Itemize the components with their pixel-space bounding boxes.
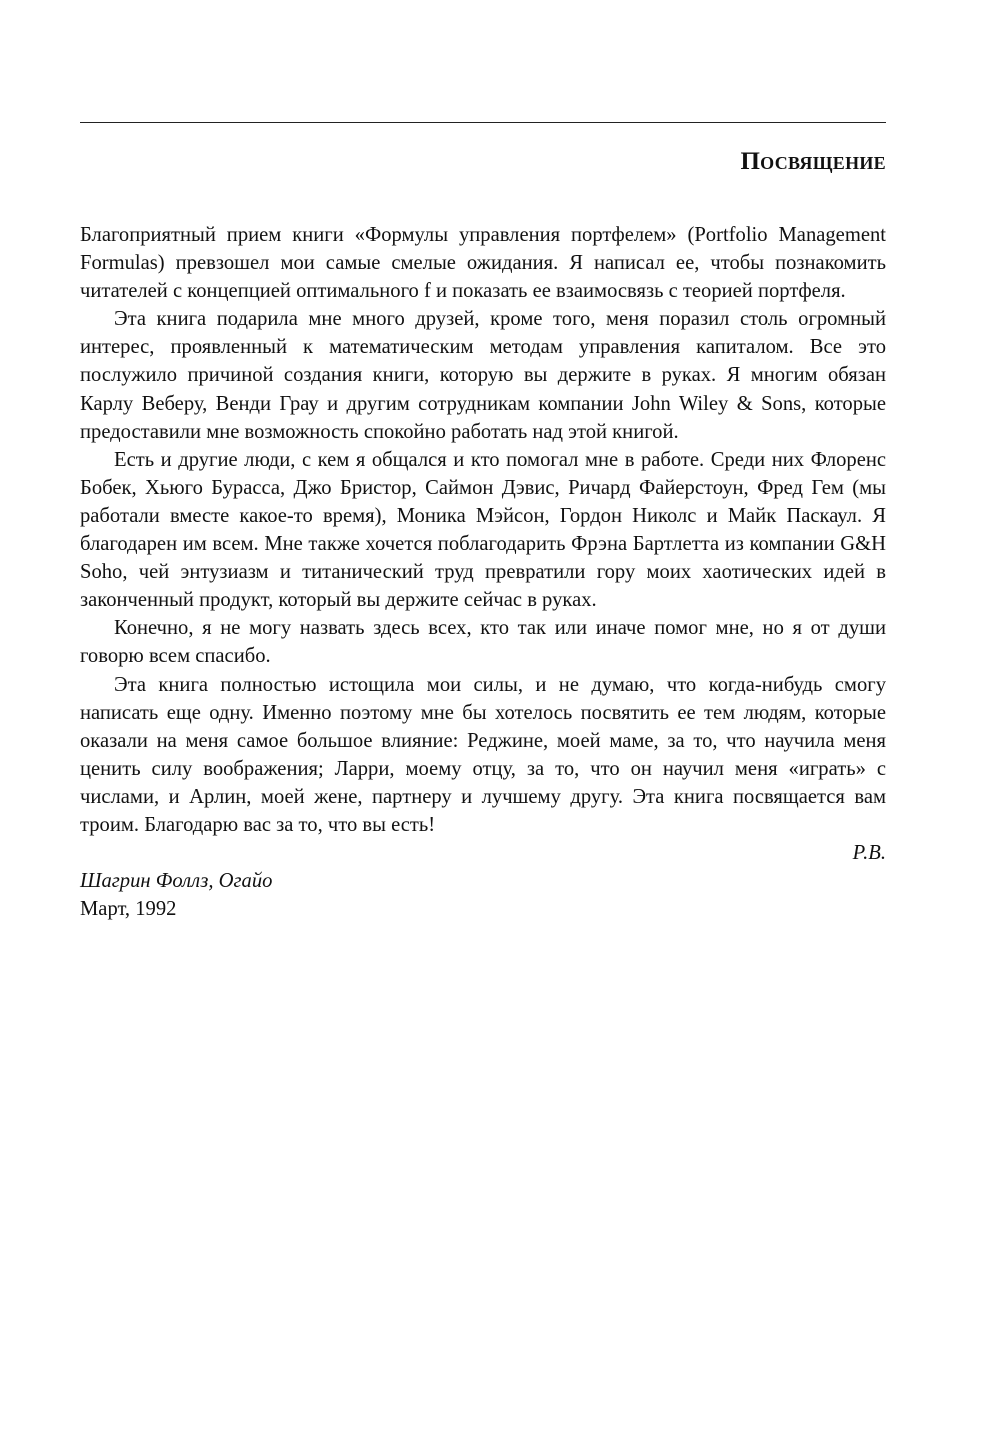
paragraph-1: Благоприятный прием книги «Формулы управления портфелем» (Portfolio Management Formulas) превзошел мои самые смелые ожидания. Я написал ее, чтобы познакомить читателей с концепцией оптимального f и показать ее взаимосвязь с теорией портфеля. [80,224,886,303]
place-line: Шагрин Фоллз, Огайо [80,870,273,893]
paragraph-5: Эта книга полностью истощила мои силы, и не думаю, что когда-нибудь смогу написать еще одну. Именно поэтому мне бы хотелось посвятить ее тем людям, которые оказали на меня самое большое влияние: Реджине, моей маме, за то, что научила меня ценить силу воображения; Ларри, моему отцу, за то, что он научил меня «играть» с числами, и Арлин, моей жене, партнеру и лучшему другу. Эта книга посвящается вам троим. Благодарю вас за то, что вы есть! [80,673,886,836]
paragraph-2: Эта книга подарила мне много друзей, кроме того, меня поразил столь огромный интерес, проявленный к математическим методам управления капиталом. Все это послужило причиной создания книги, которую вы держите в руках. Я многим обязан Карлу Веберу, Венди Грау и другим сотрудникам компании John Wiley & Sons, которые предоставили мне возможность спокойно работать над этой книгой. [80,308,886,443]
date-line: Март, 1992 [80,898,177,921]
author-initials: Р.В. [852,842,886,865]
dedication-body [80,221,886,923]
paragraph-3: Есть и другие люди, с кем я общался и кто помогал мне в работе. Среди них Флоренс Бобек, Хьюго Бурасса, Джо Бристор, Саймон Дэвис, Ричард Файерстоун, Фред Гем (мы работали вместе какое-то время), Моника Мэйсон, Гордон Николс и Майк Паскаул. Я благодарен им всем. Мне также хочется поблагодарить Фрэна Бартлетта из компании G&H Soho, чей энтузиазм и титанический труд превратили гору моих хаотических идей в законченный продукт, который вы держите сейчас в руках. [80,448,886,612]
top-rule [80,122,886,123]
dedication-page [80,0,886,1447]
paragraph-4: Конечно, я не могу назвать здесь всех, кто так или иначе помог мне, но я от души говорю всем спасибо. [80,617,886,668]
page-title: Посвящение [740,148,886,175]
